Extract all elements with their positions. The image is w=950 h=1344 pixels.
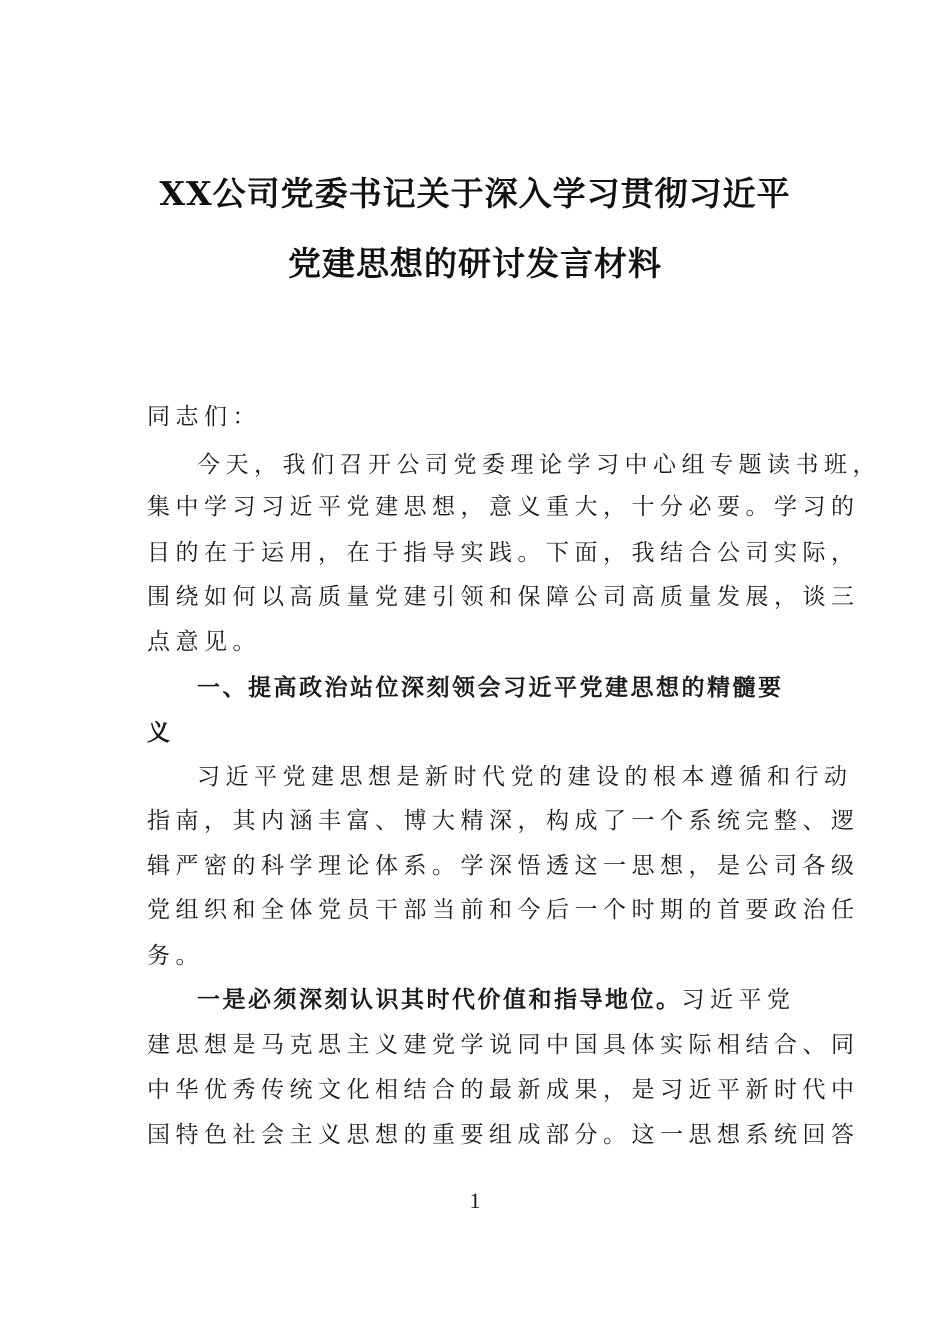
intro-line-4: 围绕如何以高质量党建引领和保障公司高质量发展，谈三 — [147, 584, 860, 610]
intro-line-2: 集中学习习近平党建思想，意义重大，十分必要。学习的 — [147, 494, 860, 520]
point-1-lead-continuation: 习近平党 — [681, 987, 796, 1013]
intro-line-1: 今天，我们召开公司党委理论学习中心组专题读书班， — [197, 452, 881, 478]
section-1-para-line-3: 辑严密的科学理论体系。学深悟透这一思想，是公司各级 — [147, 853, 860, 879]
point-1-line-1 — [197, 985, 807, 1015]
intro-line-3: 目的在于运用，在于指导实践。下面，我结合公司实际， — [147, 540, 860, 566]
section-1-heading-line-2: 义 — [147, 720, 173, 746]
document-title-line-1: XX公司党委书记关于深入学习贯彻习近平 — [159, 174, 791, 213]
section-1-heading-line-1: 一、提高政治站位深刻领会习近平党建思想的精髓要 — [197, 675, 784, 701]
section-1-para-line-2: 指南，其内涵丰富、博大精深，构成了一个系统完整、逻 — [147, 808, 860, 834]
intro-line-5: 点意见。 — [147, 629, 261, 655]
point-1-lead: 一是必须深刻认识其时代价值和指导地位。 — [197, 987, 682, 1013]
point-1-line-2: 建思想是马克思主义建党学说同中国具体实际相结合、同 — [147, 1032, 860, 1058]
point-1-line-3: 中华优秀传统文化相结合的最新成果，是习近平新时代中 — [147, 1077, 860, 1103]
document-title-line-2: 党建思想的研讨发言材料 — [288, 244, 662, 283]
point-1-line-4: 国特色社会主义思想的重要组成部分。这一思想系统回答 — [147, 1122, 860, 1148]
section-1-para-line-4: 党组织和全体党员干部当前和今后一个时期的首要政治任 — [147, 897, 860, 923]
section-1-para-line-5: 务。 — [147, 943, 204, 969]
salutation: 同志们： — [147, 404, 261, 430]
page-number: 1 — [469, 1188, 481, 1213]
section-1-para-line-1: 习近平党建思想是新时代党的建设的根本遵循和行动 — [197, 764, 853, 790]
